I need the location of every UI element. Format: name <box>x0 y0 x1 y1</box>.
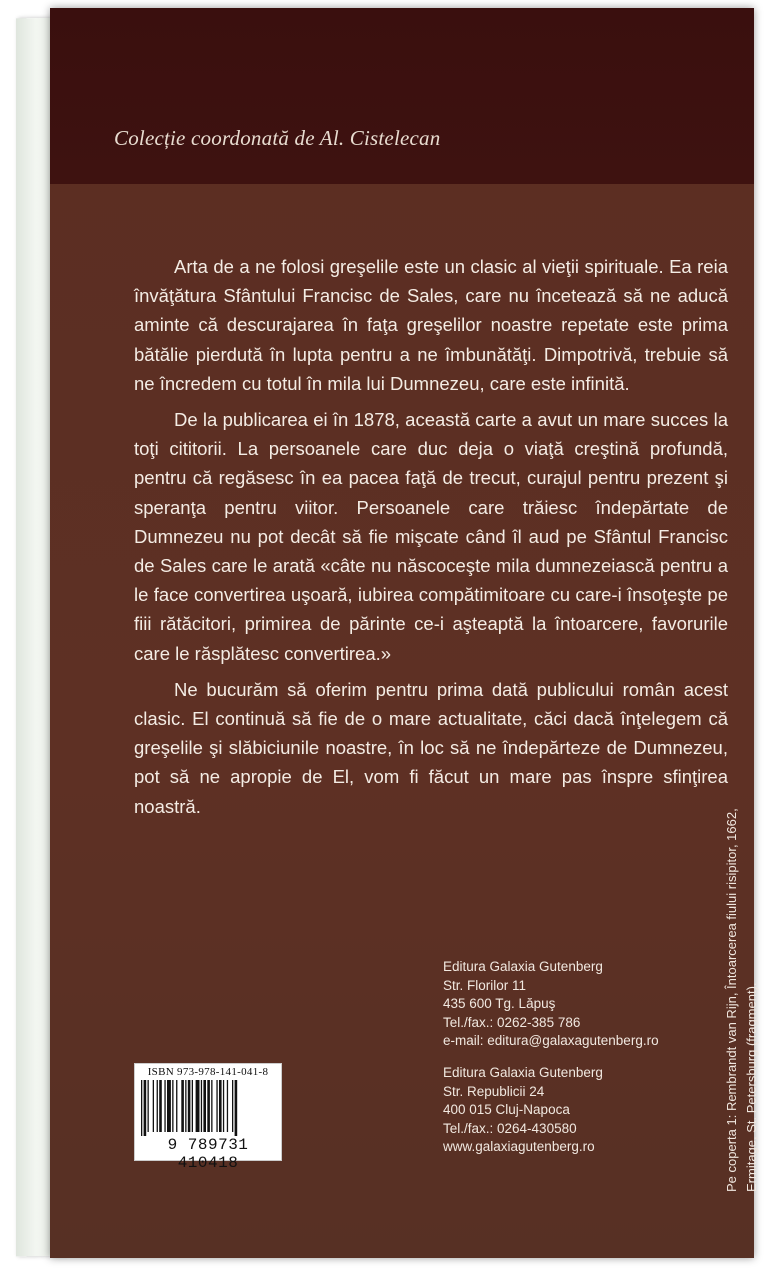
publisher-name: Editura Galaxia Gutenberg <box>443 959 603 974</box>
publisher-email: e-mail: editura@galaxagutenberg.ro <box>443 1033 659 1049</box>
book-description <box>134 252 728 821</box>
credit-line-1: Pe coperta 1: Rembrandt van Rijn, Întoarcerea fiului risipitor, 1662, <box>724 808 739 1192</box>
publisher-city: 435 600 Tg. Lăpuş <box>443 996 556 1012</box>
isbn-label: ISBN 973-978-141-041-8 <box>147 1066 269 1078</box>
description-paragraph-1: Arta de a ne folosi greşelile este un clasic al vieţii spirituale. Ea reia învăţătura Sfântului Francisc de Sales, care nu încetează să ne aducă aminte că descurajarea în faţa greşelilor noastre repetate este prima bătălie pierdută în lupta pentru a ne îmbunătăţi. Dimpotrivă, trebuie să ne încredem cu totul în mila lui Dumnezeu, care este infinită. <box>134 256 728 394</box>
barcode-digits: 9 789731 410418 <box>167 1136 249 1172</box>
publisher-address-2 <box>443 1064 603 1157</box>
publisher-address-1 <box>443 958 659 1051</box>
publisher-web: www.galaxiagutenberg.ro <box>443 1139 595 1155</box>
series-coordinator-line: Colecție coordonată de Al. Cistelecan <box>114 126 441 150</box>
description-paragraph-2: De la publicarea ei în 1878, această carte a avut un mare succes la toţi cititorii. La persoanele care duc deja o viaţă creştină profundă, pentru că regăsesc în ea pacea faţă de trecut, curajul pentru prezent şi speranţa pentru viitor. Persoanele care trăiesc îndepărtate de Dumnezeu nu pot decât să fie mişcate când îl aud pe Sfântul Francisc de Sales care le arată «câte nu născoceşte mila dumnezeiască pentru a le face convertirea uşoară, iubirea compătimitoare cu care-i însoţeşte pe fiii rătăcitori, primirea de părinte ce-i aşteaptă la întoarcere, favorurile care le răsplătesc convertirea.» <box>134 409 728 664</box>
credit-line-2: Ermitage, St. Petersburg (fragment). <box>744 982 759 1192</box>
top-color-band <box>50 8 754 184</box>
description-paragraph-3: Ne bucurăm să oferim pentru prima dată publicului român acest clasic. El continuă să fie de o mare actualitate, căci dacă înţelegem că greşelile şi slăbiciunile noastre, în loc să ne îndepărteze de Dumnezeu, pot să ne apropie de El, vom fi făcut un mare pas înspre sfinţirea noastră. <box>134 678 728 817</box>
publisher-street: Str. Florilor 11 <box>443 977 527 993</box>
barcode-icon <box>139 1080 277 1136</box>
publisher-city: 400 015 Cluj-Napoca <box>443 1102 570 1118</box>
publisher-street: Str. Republicii 24 <box>443 1083 545 1099</box>
cover-image-credit <box>722 808 762 1192</box>
publisher-name: Editura Galaxia Gutenberg <box>443 1065 603 1080</box>
isbn-barcode <box>134 1063 282 1172</box>
publisher-phone: Tel./fax.: 0264-430580 <box>443 1120 577 1136</box>
publisher-phone: Tel./fax.: 0262-385 786 <box>443 1014 581 1030</box>
